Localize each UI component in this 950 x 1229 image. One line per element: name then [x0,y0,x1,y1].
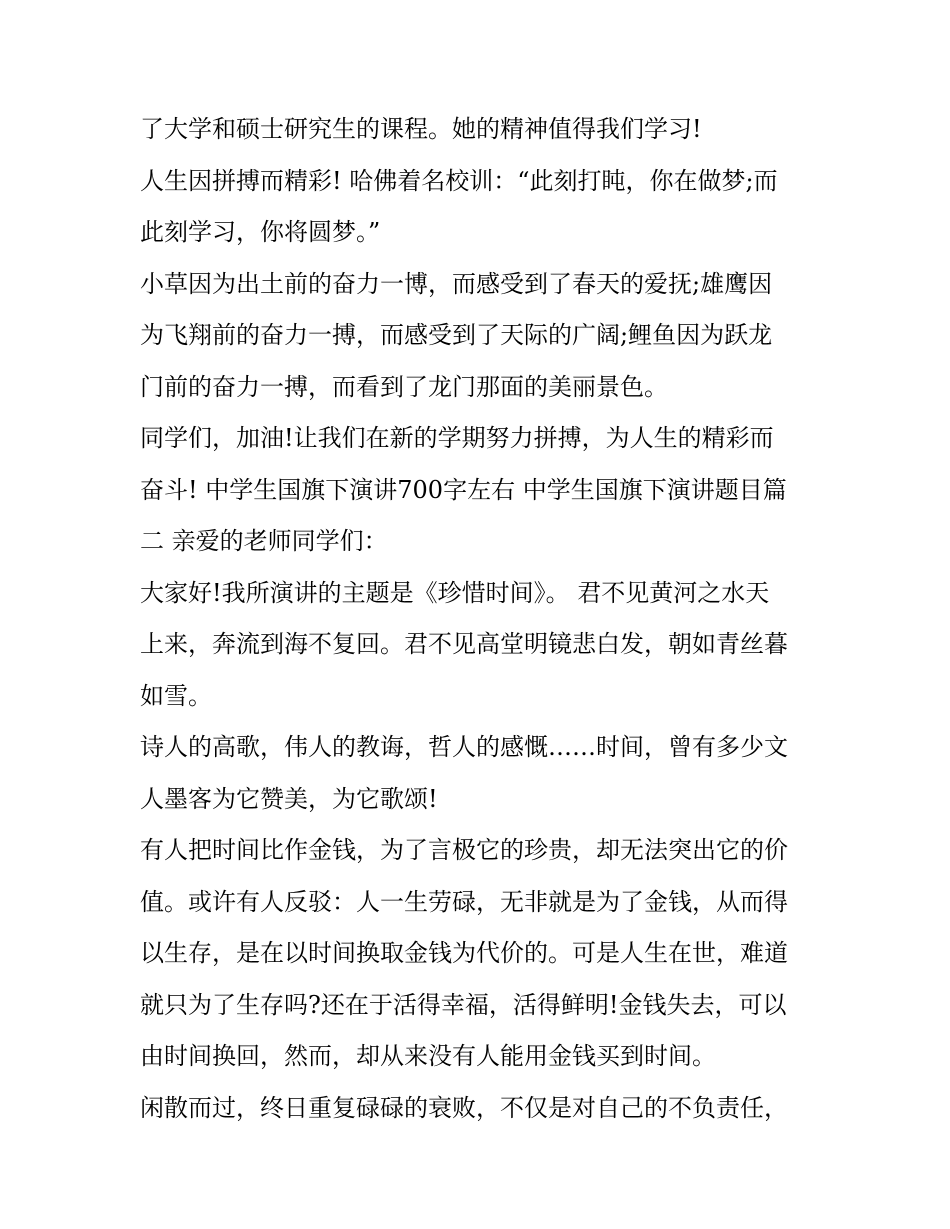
text-line: 闲散而过，终日重复碌碌的衰败，不仅是对自己的不负责任， [140,1093,788,1122]
text-line: 人墨客为它赞美，为它歌颂! [140,784,438,813]
text-line: 上来，奔流到海不复回。君不见高堂明镜悲白发，朝如青丝暮 [140,630,788,658]
text-line: 诗人的高歌，伟人的教诲，哲人的感慨……时间，曾有多少文 [140,733,788,761]
text-line: 有人把时间比作金钱，为了言极它的珍贵，却无法突出它的价 [140,836,788,864]
text-line: 奋斗! 中学生国旗下演讲700字左右 中学生国旗下演讲题目篇 [140,475,787,504]
text-line: 二 亲爱的老师同学们： [140,527,388,555]
text-line: 为飞翔前的奋力一搏，而感受到了天际的广阔;鲤鱼因为跃龙 [140,321,773,349]
text-line: 人生因拼搏而精彩! 哈佛着名校训：“此刻打盹，你在做梦;而 [140,166,778,195]
text-line: 门前的奋力一搏，而看到了龙门那面的美丽景色。 [140,372,668,401]
text-line: 由时间换回，然而，却从来没有人能用金钱买到时间。 [140,1042,716,1070]
text-line: 如雪。 [140,681,212,710]
text-line: 值。或许有人反驳：人一生劳碌，无非就是为了金钱，从而得 [140,887,788,916]
text-line: 此刻学习，你将圆梦。” [140,218,381,246]
text-line: 了大学和硕士研究生的课程。她的精神值得我们学习! [140,115,702,143]
text-line: 就只为了生存吗?还在于活得幸福，活得鲜明!金钱失去，可以 [140,990,787,1019]
text-line: 小草因为出土前的奋力一博，而感受到了春天的爱抚;雄鹰因 [140,269,773,298]
document-body [140,104,812,1134]
text-line: 以生存，是在以时间换取金钱为代价的。可是人生在世，难道 [140,939,788,967]
text-line: 大家好!我所演讲的主题是《珍惜时间》。 君不见黄河之水天 [140,578,770,607]
text-line: 同学们，加油!让我们在新的学期努力拼搏，为人生的精彩而 [140,424,774,452]
